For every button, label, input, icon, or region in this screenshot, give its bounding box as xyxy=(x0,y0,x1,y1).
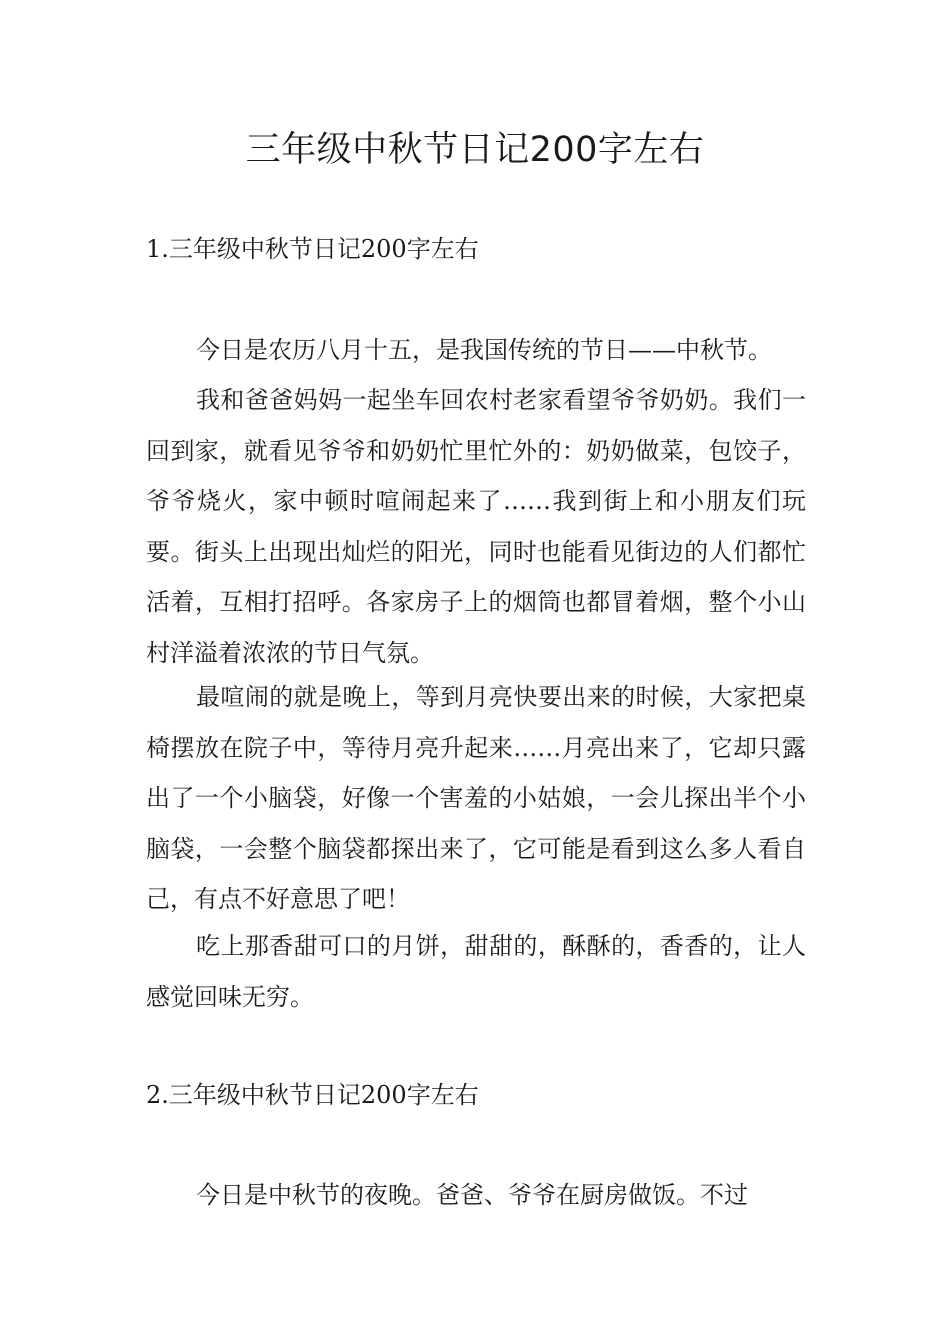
paragraph-2-1: 今日是中秋节的夜晚。爸爸、爷爷在厨房做饭。不过 xyxy=(196,1181,748,1209)
section-heading-2: 2.三年级中秋节日记200字左右 xyxy=(146,1081,479,1109)
paragraph-1-1: 今日是农历八月十五，是我国传统的节日——中秋节。 xyxy=(196,336,772,364)
page-title: 三年级中秋节日记200字左右 xyxy=(245,130,705,170)
paragraph-1-2: 我和爸爸妈妈一起坐车回农村老家看望爷爷奶奶。我们一回到家，就看见爷爷和奶奶忙里忙外的：奶奶做菜，包饺子，爷爷烧火，家中顿时喧闹起来了……我到街上和小朋友们玩要。街头上出现出灿烂的阳光，同时也能看见街边的人们都忙活着，互相打招呼。各家房子上的烟筒也都冒着烟，整个小山村洋溢着浓浓的节日气氛。 xyxy=(146,386,806,667)
paragraph-1-4: 吃上那香甜可口的月饼，甜甜的，酥酥的，香香的，让人感觉回味无穷。 xyxy=(146,932,806,1011)
section-heading-1: 1.三年级中秋节日记200字左右 xyxy=(146,235,479,263)
paragraph-1-3: 最喧闹的就是晚上，等到月亮快要出来的时候，大家把桌椅摆放在院子中，等待月亮升起来……月亮出来了，它却只露出了一个小脑袋，好像一个害羞的小姑娘，一会儿探出半个小脑袋，一会整个脑袋都探出来了，它可能是看到这么多人看自己，有点不好意思了吧！ xyxy=(146,683,806,913)
